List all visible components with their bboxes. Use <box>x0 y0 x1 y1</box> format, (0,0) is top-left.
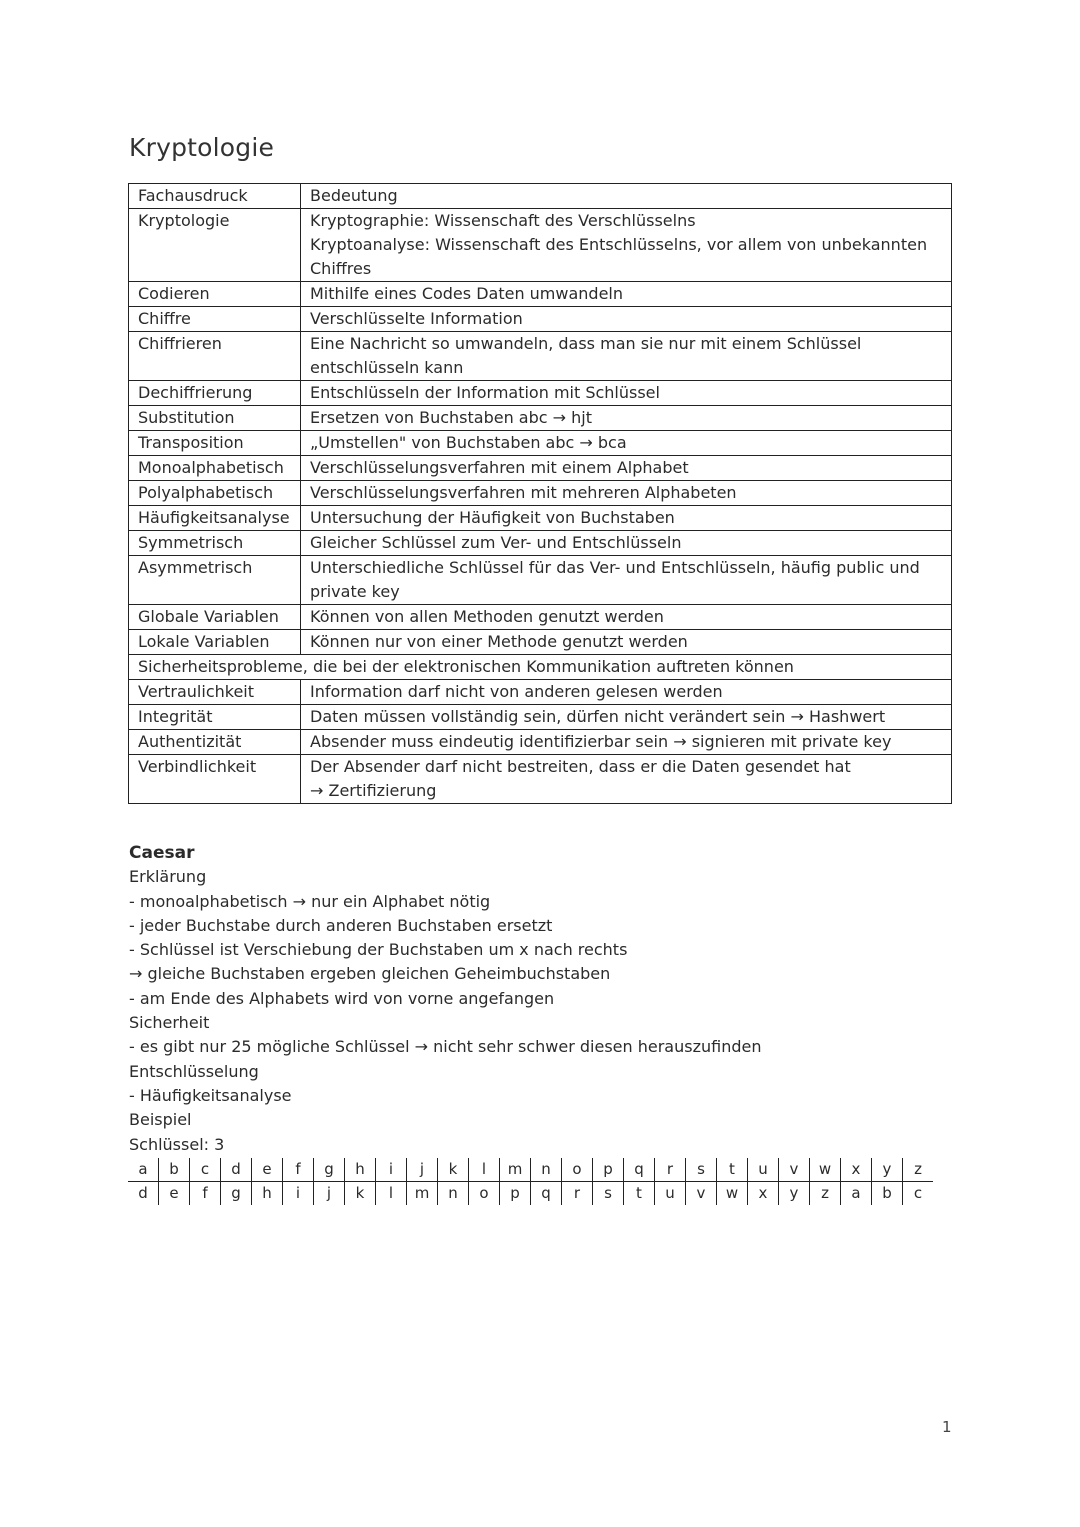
table-row <box>129 481 952 506</box>
cipher-letter: a <box>841 1182 872 1206</box>
plain-letter: x <box>841 1158 872 1182</box>
term-cell: Kryptologie <box>129 209 301 282</box>
table-row <box>129 307 952 332</box>
meaning-cell: Mithilfe eines Codes Daten umwandeln <box>301 282 952 307</box>
page-number: 1 <box>942 1418 952 1436</box>
text-line: Erklärung <box>129 867 207 887</box>
plain-letter: b <box>159 1158 190 1182</box>
header-term: Fachausdruck <box>129 184 301 209</box>
term-cell: Dechiffrierung <box>129 381 301 406</box>
plain-letter: r <box>655 1158 686 1182</box>
table-header-row <box>129 184 952 209</box>
text-line: - es gibt nur 25 mögliche Schlüssel → nicht sehr schwer diesen herauszufinden <box>129 1037 762 1057</box>
table-row <box>129 531 952 556</box>
table-row <box>129 406 952 431</box>
term-cell: Häufigkeitsanalyse <box>129 506 301 531</box>
cipher-letter: w <box>717 1182 748 1206</box>
text-line: - Schlüssel ist Verschiebung der Buchstaben um x nach rechts <box>129 940 628 960</box>
meaning-cell: „Umstellen" von Buchstaben abc → bca <box>301 431 952 456</box>
cipher-letter: k <box>345 1182 376 1206</box>
cipher-letter: y <box>779 1182 810 1206</box>
plain-letter: z <box>903 1158 934 1182</box>
table-row <box>129 730 952 755</box>
cipher-letter: b <box>872 1182 903 1206</box>
plain-letter: y <box>872 1158 903 1182</box>
meaning-cell: Gleicher Schlüssel zum Ver- und Entschlüsseln <box>301 531 952 556</box>
cipher-letter: m <box>407 1182 438 1206</box>
term-cell: Monoalphabetisch <box>129 456 301 481</box>
term-cell: Asymmetrisch <box>129 556 301 605</box>
meaning-cell: Entschlüsseln der Information mit Schlüssel <box>301 381 952 406</box>
plain-letter: t <box>717 1158 748 1182</box>
header-meaning: Bedeutung <box>301 184 952 209</box>
cipher-letter: h <box>252 1182 283 1206</box>
cipher-letter: o <box>469 1182 500 1206</box>
plain-alphabet-row <box>128 1158 933 1182</box>
caesar-text <box>129 865 761 1157</box>
plain-letter: a <box>128 1158 159 1182</box>
plain-letter: n <box>531 1158 562 1182</box>
plain-letter: g <box>314 1158 345 1182</box>
meaning-cell: Verschlüsselungsverfahren mit mehreren Alphabeten <box>301 481 952 506</box>
meaning-cell: Der Absender darf nicht bestreiten, dass er die Daten gesendet hat → Zertifizierung <box>301 755 952 804</box>
term-cell: Symmetrisch <box>129 531 301 556</box>
plain-letter: u <box>748 1158 779 1182</box>
plain-letter: l <box>469 1158 500 1182</box>
term-cell: Substitution <box>129 406 301 431</box>
text-line: → gleiche Buchstaben ergeben gleichen Geheimbuchstaben <box>129 964 611 984</box>
cipher-letter: l <box>376 1182 407 1206</box>
term-cell: Codieren <box>129 282 301 307</box>
cipher-letter: z <box>810 1182 841 1206</box>
table-row <box>129 282 952 307</box>
plain-letter: m <box>500 1158 531 1182</box>
table-row <box>129 431 952 456</box>
table-row <box>129 556 952 605</box>
plain-letter: j <box>407 1158 438 1182</box>
cipher-letter: j <box>314 1182 345 1206</box>
cipher-letter: g <box>221 1182 252 1206</box>
glossary-table <box>128 183 952 804</box>
cipher-letter: x <box>748 1182 779 1206</box>
meaning-cell: Können nur von einer Methode genutzt werden <box>301 630 952 655</box>
cipher-letter: v <box>686 1182 717 1206</box>
table-row <box>129 705 952 730</box>
plain-letter: c <box>190 1158 221 1182</box>
text-line: Entschlüsselung <box>129 1061 259 1081</box>
plain-letter: f <box>283 1158 314 1182</box>
plain-letter: k <box>438 1158 469 1182</box>
cipher-letter: s <box>593 1182 624 1206</box>
table-row <box>129 381 952 406</box>
cipher-letter: n <box>438 1182 469 1206</box>
cipher-letter: r <box>562 1182 593 1206</box>
term-cell: Lokale Variablen <box>129 630 301 655</box>
cipher-letter: p <box>500 1182 531 1206</box>
meaning-cell: Verschlüsselungsverfahren mit einem Alphabet <box>301 456 952 481</box>
section-header: Sicherheitsprobleme, die bei der elektronischen Kommunikation auftreten können <box>129 655 952 680</box>
table-row <box>129 506 952 531</box>
plain-letter: v <box>779 1158 810 1182</box>
section-header-row <box>129 655 952 680</box>
plain-letter: e <box>252 1158 283 1182</box>
term-cell: Chiffrieren <box>129 332 301 381</box>
term-cell: Vertraulichkeit <box>129 680 301 705</box>
term-cell: Transposition <box>129 431 301 456</box>
meaning-cell: Können von allen Methoden genutzt werden <box>301 605 952 630</box>
meaning-cell: Information darf nicht von anderen gelesen werden <box>301 680 952 705</box>
table-row <box>129 456 952 481</box>
meaning-cell: Eine Nachricht so umwandeln, dass man sie nur mit einem Schlüssel entschlüsseln kann <box>301 332 952 381</box>
table-row <box>129 332 952 381</box>
meaning-cell: Unterschiedliche Schlüssel für das Ver- und Entschlüsseln, häufig public und private key <box>301 556 952 605</box>
cipher-alphabet-row <box>128 1182 933 1206</box>
cipher-letter: f <box>190 1182 221 1206</box>
plain-letter: h <box>345 1158 376 1182</box>
cipher-letter: i <box>283 1182 314 1206</box>
caesar-heading: Caesar <box>129 843 195 863</box>
term-cell: Authentizität <box>129 730 301 755</box>
cipher-letter: q <box>531 1182 562 1206</box>
text-line: Sicherheit <box>129 1013 210 1033</box>
plain-letter: q <box>624 1158 655 1182</box>
plain-letter: i <box>376 1158 407 1182</box>
plain-letter: p <box>593 1158 624 1182</box>
term-cell: Polyalphabetisch <box>129 481 301 506</box>
plain-letter: w <box>810 1158 841 1182</box>
table-row <box>129 209 952 282</box>
term-cell: Chiffre <box>129 307 301 332</box>
cipher-letter: d <box>138 1184 148 1202</box>
plain-letter: d <box>221 1158 252 1182</box>
caesar-cipher-table <box>128 1158 933 1205</box>
table-row <box>129 630 952 655</box>
term-cell: Integrität <box>129 705 301 730</box>
table-row <box>129 605 952 630</box>
text-line: - am Ende des Alphabets wird von vorne angefangen <box>129 988 555 1008</box>
text-line: - Häufigkeitsanalyse <box>129 1085 292 1105</box>
meaning-cell: Absender muss eindeutig identifizierbar sein → signieren mit private key <box>301 730 952 755</box>
text-line: - jeder Buchstabe durch anderen Buchstaben ersetzt <box>129 915 553 935</box>
text-line: - monoalphabetisch → nur ein Alphabet nötig <box>129 891 491 911</box>
cipher-letter: t <box>624 1182 655 1206</box>
meaning-cell: Verschlüsselte Information <box>301 307 952 332</box>
text-line: Beispiel <box>129 1110 192 1130</box>
plain-letter: s <box>686 1158 717 1182</box>
plain-letter: o <box>562 1158 593 1182</box>
term-cell: Globale Variablen <box>129 605 301 630</box>
table-row <box>129 680 952 705</box>
text-line: Schlüssel: 3 <box>129 1134 225 1154</box>
cipher-letter: c <box>903 1182 934 1206</box>
cipher-letter: e <box>159 1182 190 1206</box>
table-row <box>129 755 952 804</box>
page-title: Kryptologie <box>129 133 275 162</box>
caesar-section <box>129 841 761 1157</box>
meaning-cell: Daten müssen vollständig sein, dürfen nicht verändert sein → Hashwert <box>301 705 952 730</box>
term-cell: Verbindlichkeit <box>129 755 301 804</box>
meaning-cell: Untersuchung der Häufigkeit von Buchstaben <box>301 506 952 531</box>
meaning-cell: Ersetzen von Buchstaben abc → hjt <box>301 406 952 431</box>
cipher-letter: u <box>655 1182 686 1206</box>
meaning-cell: Kryptographie: Wissenschaft des Verschlüsselns Kryptoanalyse: Wissenschaft des Entschlüsselns, vor allem von unbekannten Chiffres <box>301 209 952 282</box>
